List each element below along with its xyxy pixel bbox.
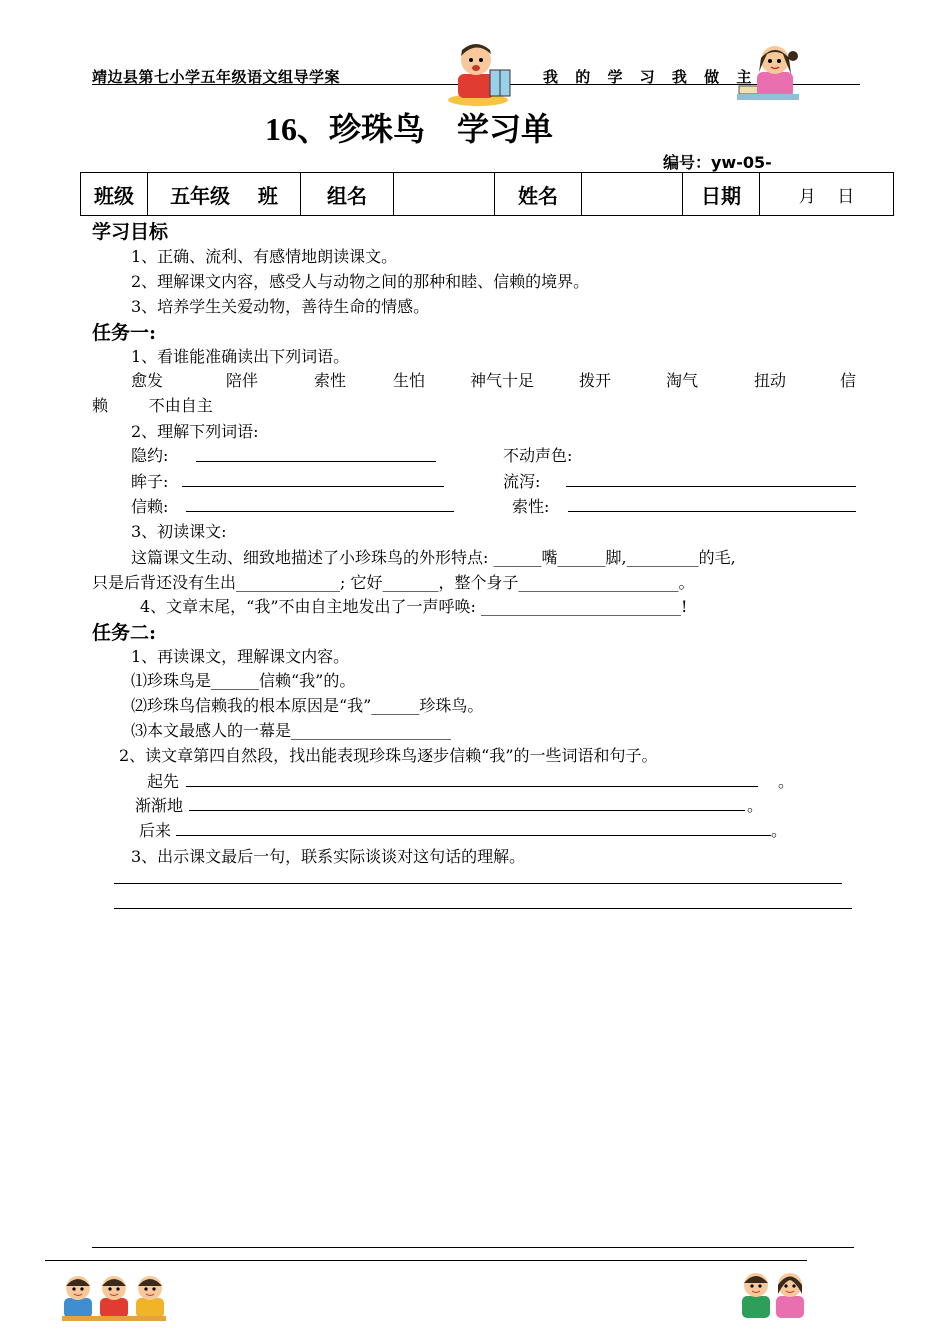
answer-line[interactable] <box>566 486 856 487</box>
vocab-word: 生怕 <box>393 371 426 390</box>
task1-q4: 4、文章末尾，“我”不由自主地发出了一声呼唤: _________________________! <box>140 597 688 616</box>
term-label: 不动声色: <box>503 446 573 465</box>
answer-line[interactable] <box>114 883 842 884</box>
task2-q2: 2、读文章第四自然段，找出能表现珍珠鸟逐步信赖“我”的一些词语和句子。 <box>119 746 658 765</box>
class-value: 五年级 班 <box>148 173 301 216</box>
task2-heading: 任务二: <box>92 622 157 644</box>
class-label: 班级 <box>81 173 148 216</box>
answer-line[interactable] <box>189 810 745 811</box>
answer-line[interactable] <box>196 461 436 462</box>
footer-rule <box>92 1247 854 1248</box>
boy-reading-icon <box>446 40 516 106</box>
stage-end: 。 <box>747 796 764 815</box>
term-label: 流泻: <box>503 472 541 491</box>
task1-heading: 任务一: <box>92 322 157 344</box>
term-label: 信赖: <box>131 497 169 516</box>
task1-q3-line1: 这篇课文生动、细致地描述了小珍珠鸟的外形特点: ______嘴______脚,_________的毛, <box>131 548 736 567</box>
stage-label: 后来 <box>139 821 172 840</box>
vocab-word: 信 <box>840 371 857 390</box>
serial-number: 编号：yw-05- <box>663 153 772 172</box>
task2-sub: ⑶本文最感人的一幕是____________________ <box>131 721 452 740</box>
task1-q3: 3、初读课文: <box>131 522 227 541</box>
vocab-word: 扭动 <box>754 371 787 390</box>
name-field[interactable] <box>582 173 683 216</box>
footer-rule <box>45 1260 807 1261</box>
vocab-word: 神气十足 <box>470 371 535 390</box>
stage-end: 。 <box>771 821 788 840</box>
group-field[interactable] <box>394 173 495 216</box>
kids-group-icon <box>62 1272 168 1322</box>
student-info-table <box>80 172 894 216</box>
task1-q2: 2、理解下列词语: <box>131 422 259 441</box>
task2-q3: 3、出示课文最后一句，联系实际谈谈对这句话的理解。 <box>131 847 526 866</box>
answer-line[interactable] <box>176 835 771 836</box>
name-label: 姓名 <box>495 173 582 216</box>
group-label: 组名 <box>301 173 394 216</box>
school-header: 靖边县第七小学五年级语文组导学案 <box>92 68 341 86</box>
goals-heading: 学习目标 <box>92 221 169 243</box>
date-label: 日期 <box>683 173 760 216</box>
girl-writing-icon <box>735 40 807 106</box>
task1-q1: 1、看谁能准确读出下列词语。 <box>131 347 350 366</box>
vocab-word-line2: 赖 不由自主 <box>92 396 213 415</box>
vocab-word: 陪伴 <box>226 371 259 390</box>
stage-label: 起先 <box>147 772 180 791</box>
answer-line[interactable] <box>186 786 758 787</box>
vocab-word: 愈发 <box>131 371 164 390</box>
page-title: 16、珍珠鸟 学习单 <box>265 111 554 147</box>
vocab-word: 拨开 <box>579 371 612 390</box>
term-label: 眸子: <box>131 472 169 491</box>
task1-q3-line2: 只是后背还没有生出_____________; 它好_______，整个身子____________________。 <box>92 573 695 592</box>
goal-item: 1、正确、流利、有感情地朗读课文。 <box>131 247 398 266</box>
stage-end: 。 <box>778 772 795 791</box>
answer-line[interactable] <box>568 511 856 512</box>
task2-q1: 1、再读课文，理解课文内容。 <box>131 647 350 666</box>
term-label: 隐约: <box>131 446 169 465</box>
date-field[interactable]: 月 日 <box>760 173 894 216</box>
answer-line[interactable] <box>182 486 444 487</box>
vocab-word: 淘气 <box>666 371 699 390</box>
kids-pair-icon <box>738 1270 808 1322</box>
task2-sub: ⑴珍珠鸟是______信赖“我”的。 <box>131 671 356 690</box>
vocab-word: 索性 <box>314 371 347 390</box>
task2-sub: ⑵珍珠鸟信赖我的根本原因是“我”______珍珠鸟。 <box>131 696 484 715</box>
term-label: 索性: <box>512 497 550 516</box>
stage-label: 渐渐地 <box>135 796 184 815</box>
motto-header: 我 的 学 习 我 做 主 <box>543 68 758 86</box>
goal-item: 2、理解课文内容，感受人与动物之间的那种和睦、信赖的境界。 <box>131 272 590 291</box>
answer-line[interactable] <box>186 511 454 512</box>
goal-item: 3、培养学生关爱动物，善待生命的情感。 <box>131 297 430 316</box>
answer-line[interactable] <box>114 908 852 909</box>
